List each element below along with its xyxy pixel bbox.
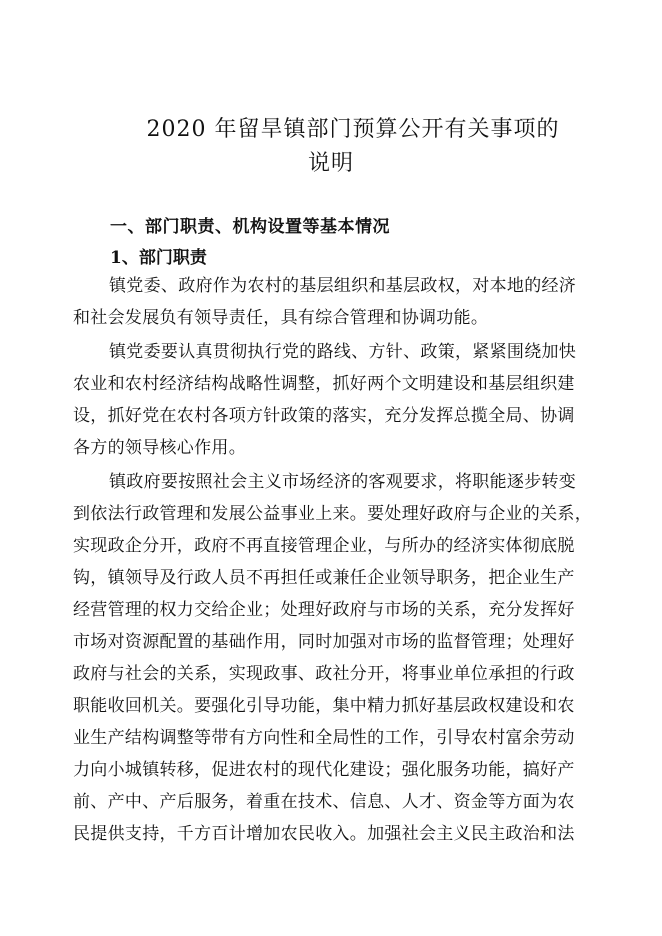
paragraph-line: 镇党委要认真贯彻执行党的路线、方针、政策，紧紧围绕加快 <box>109 342 577 362</box>
paragraph-line: 力向小城镇转移，促进农村的现代化建设；强化服务功能，搞好产 <box>73 760 575 780</box>
paragraph-line: 职能收回机关。要强化引导功能，集中精力抓好基层政权建设和农 <box>73 696 575 716</box>
document-title-line-1: 2020 年留旱镇部门预算公开有关事项的 <box>146 117 560 142</box>
paragraph-line: 各方的领导核心作用。 <box>73 438 246 458</box>
paragraph-line: 政府与社会的关系，实现政事、政社分开，将事业单位承担的行政 <box>73 664 575 684</box>
paragraph-line: 实现政企分开，政府不再直接管理企业，与所办的经济实体彻底脱 <box>73 536 575 556</box>
paragraph-line: 业生产结构调整等带有方向性和全局性的工作，引导农村富余劳动 <box>73 728 575 748</box>
paragraph-line: 经营管理的权力交给企业；处理好政府与市场的关系，充分发挥好 <box>73 600 575 620</box>
paragraph-line: 钩，镇领导及行政人员不再担任或兼任企业领导职务，把企业生产 <box>73 568 575 588</box>
document-title-line-2: 说明 <box>307 151 354 176</box>
paragraph-line: 市场对资源配置的基础作用，同时加强对市场的监督管理；处理好 <box>73 632 575 652</box>
paragraph-line: 和社会发展负有领导责任，具有综合管理和协调功能。 <box>73 308 489 328</box>
paragraph-line: 镇党委、政府作为农村的基层组织和基层政权，对本地的经济 <box>109 276 577 296</box>
paragraph-2 <box>73 336 599 464</box>
paragraph-line: 民提供支持，千方百计增加农民收入。加强社会主义民主政治和法 <box>73 824 575 844</box>
paragraph-line: 前、产中、产后服务，着重在技术、信息、人才、资金等方面为农 <box>73 792 575 812</box>
paragraph-line: 镇政府要按照社会主义市场经济的客观要求，将职能逐步转变 <box>109 472 577 492</box>
subsection-heading: 1、部门职责 <box>110 248 207 268</box>
paragraph-line: 农业和农村经济结构战略性调整，抓好两个文明建设和基层组织建 <box>73 374 575 394</box>
paragraph-1 <box>73 270 599 334</box>
section-heading: 一、部门职责、机构设置等基本情况 <box>110 217 390 237</box>
paragraph-line: 到依法行政管理和发展公益事业上来。要处理好政府与企业的关系， <box>73 504 592 524</box>
paragraph-3 <box>73 466 599 850</box>
paragraph-line: 设，抓好党在农村各项方针政策的落实，充分发挥总揽全局、协调 <box>73 406 575 426</box>
